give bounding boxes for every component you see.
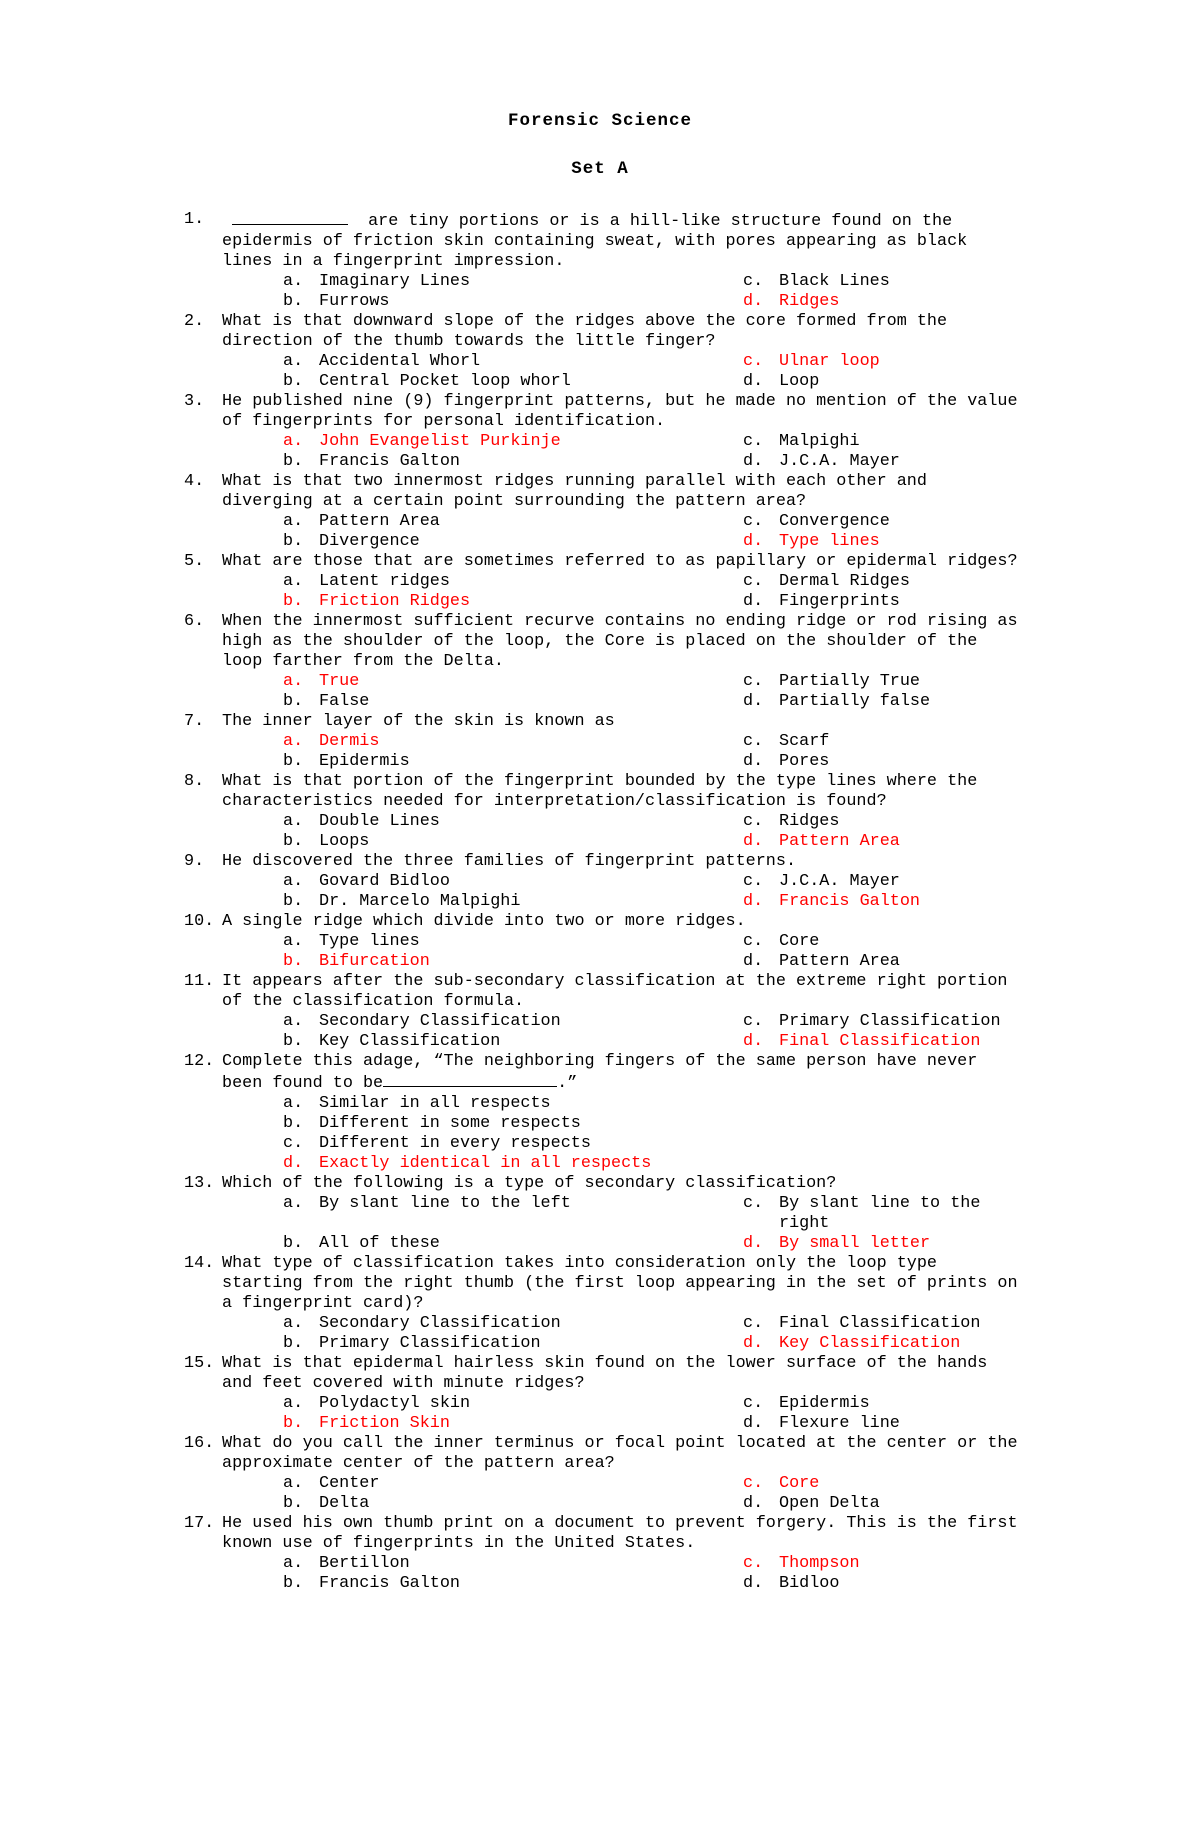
- choice-letter: a.: [283, 812, 304, 831]
- choice-text: Convergence: [779, 512, 890, 531]
- choice-text: Polydactyl skin: [319, 1394, 471, 1413]
- question-stem: It appears after the sub-secondary classification at the extreme right portion of the classification formula.: [222, 972, 1008, 1011]
- choice-letter: a.: [283, 932, 304, 951]
- choice: [283, 1494, 743, 1514]
- question-number: 10.: [184, 912, 215, 931]
- choice-text: Type lines: [319, 932, 420, 951]
- choices: [283, 1094, 1024, 1174]
- choice: [283, 1012, 743, 1032]
- choice-text: False: [319, 692, 370, 711]
- question-stem: What type of classification takes into consideration only the loop type starting from the right thumb (the first loop appearing in the set of prints on a fingerprint card)?: [222, 1254, 1018, 1313]
- correct-choice: [283, 592, 743, 612]
- choice-letter: c.: [743, 432, 764, 451]
- choice-text: Govard Bidloo: [319, 872, 450, 891]
- choice-letter: a.: [283, 572, 304, 591]
- correct-choice: [743, 352, 1003, 372]
- choice-letter: b.: [283, 1574, 304, 1593]
- choice-letter: d.: [743, 1334, 764, 1353]
- correct-choice: [743, 1554, 1003, 1574]
- choice-text: Key Classification: [319, 1032, 501, 1051]
- choice-text: Exactly identical in all respects: [319, 1154, 652, 1173]
- choices: [283, 352, 1024, 392]
- choice-letter: b.: [283, 1032, 304, 1051]
- choice: [283, 1574, 743, 1594]
- correct-choice: [743, 892, 1003, 912]
- choice-text: Secondary Classification: [319, 1012, 561, 1031]
- question-item: [184, 612, 1024, 712]
- choice-text: Bifurcation: [319, 952, 430, 971]
- choice-letter: b.: [283, 592, 304, 611]
- choice: [283, 1114, 1024, 1134]
- choice-text: Imaginary Lines: [319, 272, 471, 291]
- choice: [283, 1134, 1024, 1154]
- choice: [283, 832, 743, 852]
- choice-text: Pattern Area: [779, 832, 900, 851]
- choice-letter: c.: [743, 512, 764, 531]
- choice-text: Francis Galton: [319, 452, 460, 471]
- choice: [743, 1314, 1003, 1334]
- question-number: 12.: [184, 1052, 215, 1071]
- question-item: [184, 852, 1024, 912]
- choice-text: Partially True: [779, 672, 920, 691]
- question-item: [184, 210, 1024, 312]
- choice-text: Secondary Classification: [319, 1314, 561, 1333]
- choice-letter: c.: [743, 1554, 764, 1573]
- choice-text: Pattern Area: [319, 512, 440, 531]
- choice: [283, 512, 743, 532]
- choice-letter: d.: [743, 832, 764, 851]
- choice: [743, 672, 1003, 692]
- question-number: 5.: [184, 552, 205, 571]
- question-item: [184, 552, 1024, 612]
- choice-text: Ulnar loop: [779, 352, 880, 371]
- choice-text: Dr. Marcelo Malpighi: [319, 892, 521, 911]
- choice-letter: d.: [743, 292, 764, 311]
- choice-text: Friction Skin: [319, 1414, 450, 1433]
- choice: [743, 752, 1003, 772]
- question-item: [184, 1434, 1024, 1514]
- choice-letter: a.: [283, 352, 304, 371]
- choices: [283, 432, 1024, 472]
- choice-letter: b.: [283, 1114, 304, 1133]
- choice: [283, 272, 743, 292]
- choice-letter: d.: [743, 1574, 764, 1593]
- choice-letter: a.: [283, 1094, 304, 1113]
- choices: [283, 1394, 1024, 1434]
- choice-letter: a.: [283, 512, 304, 531]
- question-number: 13.: [184, 1174, 215, 1193]
- set-label: Set A: [571, 159, 629, 179]
- choice: [283, 372, 743, 392]
- choice-letter: d.: [743, 1414, 764, 1433]
- question-number: 1.: [184, 210, 205, 229]
- choice-letter: d.: [743, 692, 764, 711]
- choice-text: Francis Galton: [319, 1574, 460, 1593]
- choice-letter: c.: [743, 872, 764, 891]
- question-list: [184, 210, 1024, 1594]
- choice-letter: c.: [743, 932, 764, 951]
- choice-letter: a.: [283, 432, 304, 451]
- correct-choice: [283, 672, 743, 692]
- question-item: [184, 312, 1024, 392]
- question-stem: What is that epidermal hairless skin found on the lower surface of the hands and feet covered with minute ridges?: [222, 1354, 988, 1393]
- choice-letter: c.: [743, 1194, 764, 1213]
- choice-letter: b.: [283, 952, 304, 971]
- choice: [283, 1394, 743, 1414]
- choice-letter: b.: [283, 692, 304, 711]
- choice: [743, 592, 1003, 612]
- choice-text: Pattern Area: [779, 952, 900, 971]
- question-item: [184, 1254, 1024, 1354]
- question-stem: Which of the following is a type of secondary classification?: [222, 1174, 837, 1193]
- question-number: 7.: [184, 712, 205, 731]
- choice: [283, 1194, 743, 1234]
- choice-letter: d.: [283, 1154, 304, 1173]
- choice-letter: b.: [283, 292, 304, 311]
- correct-choice: [743, 1474, 1003, 1494]
- question-number: 11.: [184, 972, 215, 991]
- question-stem: What is that portion of the fingerprint bounded by the type lines where the characteristics needed for interpretation/classification is found?: [222, 772, 978, 811]
- choice-letter: c.: [743, 352, 764, 371]
- choice-text: Dermis: [319, 732, 380, 751]
- choice-letter: a.: [283, 1394, 304, 1413]
- choice-text: Key Classification: [779, 1334, 961, 1353]
- choice-letter: d.: [743, 1234, 764, 1253]
- choice-letter: b.: [283, 892, 304, 911]
- answer-blank: [383, 1072, 557, 1087]
- choice-text: Friction Ridges: [319, 592, 471, 611]
- choice-text: Open Delta: [779, 1494, 880, 1513]
- question-item: [184, 772, 1024, 852]
- choice: [283, 572, 743, 592]
- choice-text: Primary Classification: [319, 1334, 541, 1353]
- correct-choice: [743, 292, 1003, 312]
- choice-text: Dermal Ridges: [779, 572, 910, 591]
- choice-letter: d.: [743, 1494, 764, 1513]
- correct-choice: [743, 1032, 1003, 1052]
- question-stem: He discovered the three families of fingerprint patterns.: [222, 852, 797, 871]
- question-stem: He used his own thumb print on a document to prevent forgery. This is the first known use of fingerprints in the United States.: [222, 1514, 1018, 1553]
- correct-choice: [743, 1334, 1003, 1354]
- choice-text: True: [319, 672, 360, 691]
- choice-text: Latent ridges: [319, 572, 450, 591]
- choice-text: Final Classification: [779, 1032, 981, 1051]
- choice-text: Loops: [319, 832, 370, 851]
- choice-letter: b.: [283, 752, 304, 771]
- choice-text: Epidermis: [779, 1394, 870, 1413]
- choice-letter: b.: [283, 832, 304, 851]
- choice-letter: d.: [743, 1032, 764, 1051]
- choice: [283, 692, 743, 712]
- choice-text: Black Lines: [779, 272, 890, 291]
- question-number: 14.: [184, 1254, 215, 1273]
- choice-text: Primary Classification: [779, 1012, 1001, 1031]
- choice-letter: b.: [283, 532, 304, 551]
- choice: [743, 952, 1003, 972]
- choice-text: All of these: [319, 1234, 440, 1253]
- correct-choice: [283, 732, 743, 752]
- choice: [283, 892, 743, 912]
- choices: [283, 1194, 1024, 1254]
- choice-letter: b.: [283, 1234, 304, 1253]
- question-item: [184, 392, 1024, 472]
- answer-blank: [232, 210, 348, 225]
- choice-letter: b.: [283, 372, 304, 391]
- choice-letter: c.: [743, 572, 764, 591]
- choice: [283, 1234, 743, 1254]
- choice-letter: a.: [283, 672, 304, 691]
- choice: [743, 372, 1003, 392]
- choice-text: Partially false: [779, 692, 931, 711]
- choice-text: Epidermis: [319, 752, 410, 771]
- choice-text: Ridges: [779, 812, 840, 831]
- choice: [283, 532, 743, 552]
- question-item: [184, 1174, 1024, 1254]
- question-stem: are tiny portions or is a hill-like structure found on the epidermis of friction skin containing sweat, with pores appearing as black lines in a fingerprint impression.: [222, 212, 968, 271]
- choice-letter: d.: [743, 752, 764, 771]
- choice-text: Loop: [779, 372, 820, 391]
- choice-text: Pores: [779, 752, 830, 771]
- choice: [283, 1474, 743, 1494]
- question-item: [184, 472, 1024, 552]
- choice-letter: d.: [743, 452, 764, 471]
- choice-text: Furrows: [319, 292, 390, 311]
- choice-text: Final Classification: [779, 1314, 981, 1333]
- correct-choice: [743, 532, 1003, 552]
- choice: [743, 512, 1003, 532]
- choice-letter: b.: [283, 452, 304, 471]
- choices: [283, 512, 1024, 552]
- choice: [743, 732, 1003, 752]
- question-number: 17.: [184, 1514, 215, 1533]
- question-stem: What are those that are sometimes referred to as papillary or epidermal ridges?: [222, 552, 1018, 571]
- choice-letter: c.: [283, 1134, 304, 1153]
- choice-letter: c.: [743, 1012, 764, 1031]
- choice: [283, 352, 743, 372]
- correct-choice: [283, 952, 743, 972]
- choice-letter: d.: [743, 952, 764, 971]
- choice-text: Scarf: [779, 732, 830, 751]
- choice-letter: c.: [743, 672, 764, 691]
- question-stem: When the innermost sufficient recurve contains no ending ridge or rod rising as high as the shoulder of the loop, the Core is placed on the shoulder of the loop farther from the Delta.: [222, 612, 1018, 671]
- choice: [283, 292, 743, 312]
- choice: [283, 1314, 743, 1334]
- choices: [283, 1314, 1024, 1354]
- choice-text: Core: [779, 932, 820, 951]
- correct-choice: [283, 1154, 1024, 1174]
- question-number: 6.: [184, 612, 205, 631]
- choice-text: J.C.A. Mayer: [779, 872, 900, 891]
- choice: [283, 1554, 743, 1574]
- choice-text: Bertillon: [319, 1554, 410, 1573]
- choice-letter: c.: [743, 732, 764, 751]
- choice: [743, 812, 1003, 832]
- question-number: 16.: [184, 1434, 215, 1453]
- question-number: 8.: [184, 772, 205, 791]
- choice-letter: a.: [283, 1554, 304, 1573]
- choice: [743, 432, 1003, 452]
- choice: [743, 272, 1003, 292]
- choice-letter: b.: [283, 1414, 304, 1433]
- choice: [283, 1094, 1024, 1114]
- question-number: 15.: [184, 1354, 215, 1373]
- choice: [283, 752, 743, 772]
- choice-text: By small letter: [779, 1234, 931, 1253]
- choices: [283, 1554, 1024, 1594]
- question-stem: What do you call the inner terminus or focal point located at the center or the approximate center of the pattern area?: [222, 1434, 1018, 1473]
- choice-text: Ridges: [779, 292, 840, 311]
- choice-text: By slant line to the right: [779, 1194, 981, 1233]
- choice-text: Type lines: [779, 532, 880, 551]
- choices: [283, 1474, 1024, 1514]
- choice-letter: c.: [743, 1314, 764, 1333]
- choice-text: Bidloo: [779, 1574, 840, 1593]
- choice: [743, 452, 1003, 472]
- choice-text: Flexure line: [779, 1414, 900, 1433]
- choice: [743, 872, 1003, 892]
- question-number: 4.: [184, 472, 205, 491]
- choice-text: Accidental Whorl: [319, 352, 481, 371]
- choice-text: J.C.A. Mayer: [779, 452, 900, 471]
- question-stem: He published nine (9) fingerprint patterns, but he made no mention of the value of fingerprints for personal identification.: [222, 392, 1018, 431]
- correct-choice: [283, 1414, 743, 1434]
- choice-text: Core: [779, 1474, 820, 1493]
- choice-text: Malpighi: [779, 432, 860, 451]
- question-stem: A single ridge which divide into two or more ridges.: [222, 912, 746, 931]
- choice: [743, 1414, 1003, 1434]
- correct-choice: [283, 432, 743, 452]
- choice-text: Francis Galton: [779, 892, 920, 911]
- question-number: 9.: [184, 852, 205, 871]
- choices: [283, 812, 1024, 852]
- choice: [283, 932, 743, 952]
- choice: [283, 1334, 743, 1354]
- question-stem: The inner layer of the skin is known as: [222, 712, 615, 731]
- choice: [743, 1012, 1003, 1032]
- choice-letter: a.: [283, 1012, 304, 1031]
- choice-text: Thompson: [779, 1554, 860, 1573]
- choice: [283, 872, 743, 892]
- choice-text: Central Pocket loop whorl: [319, 372, 571, 391]
- choice-text: Center: [319, 1474, 380, 1493]
- choice-text: Divergence: [319, 532, 420, 551]
- choices: [283, 732, 1024, 772]
- question-item: [184, 712, 1024, 772]
- choice-text: By slant line to the left: [319, 1194, 571, 1213]
- correct-choice: [743, 832, 1003, 852]
- choice-letter: a.: [283, 872, 304, 891]
- question-item: [184, 1354, 1024, 1434]
- choice-text: Different in every respects: [319, 1134, 591, 1153]
- question-stem: What is that two innermost ridges running parallel with each other and diverging at a certain point surrounding the pattern area?: [222, 472, 927, 511]
- choice: [743, 1494, 1003, 1514]
- correct-choice: [743, 1234, 1003, 1254]
- choices: [283, 872, 1024, 912]
- choice-letter: c.: [743, 812, 764, 831]
- choice-letter: b.: [283, 1334, 304, 1353]
- choice: [743, 932, 1003, 952]
- choices: [283, 272, 1024, 312]
- page-title: Forensic Science: [507, 111, 693, 131]
- choices: [283, 572, 1024, 612]
- choice: [743, 692, 1003, 712]
- choice-letter: a.: [283, 1474, 304, 1493]
- choice: [743, 1394, 1003, 1414]
- choice-text: Double Lines: [319, 812, 440, 831]
- choice-letter: c.: [743, 272, 764, 291]
- choice-text: Similar in all respects: [319, 1094, 551, 1113]
- choices: [283, 672, 1024, 712]
- choice: [283, 812, 743, 832]
- choice-letter: a.: [283, 1314, 304, 1333]
- question-item: [184, 1052, 1024, 1174]
- choice-letter: c.: [743, 1474, 764, 1493]
- choice: [743, 1574, 1003, 1594]
- question-item: [184, 912, 1024, 972]
- choices: [283, 932, 1024, 972]
- choice-letter: a.: [283, 732, 304, 751]
- choice-letter: d.: [743, 372, 764, 391]
- choice-letter: d.: [743, 892, 764, 911]
- choice-letter: d.: [743, 532, 764, 551]
- choice: [743, 572, 1003, 592]
- choice-letter: a.: [283, 272, 304, 291]
- choice-text: Delta: [319, 1494, 370, 1513]
- choice-text: Fingerprints: [779, 592, 900, 611]
- choice-letter: b.: [283, 1494, 304, 1513]
- choices: [283, 1012, 1024, 1052]
- choice-letter: d.: [743, 592, 764, 611]
- choice: [743, 1194, 1003, 1234]
- choice-text: John Evangelist Purkinje: [319, 432, 561, 451]
- question-stem: What is that downward slope of the ridges above the core formed from the direction of the thumb towards the little finger?: [222, 312, 948, 351]
- question-number: 3.: [184, 392, 205, 411]
- choice: [283, 1032, 743, 1052]
- question-item: [184, 1514, 1024, 1594]
- question-item: [184, 972, 1024, 1052]
- choice-text: Different in some respects: [319, 1114, 581, 1133]
- choice-letter: a.: [283, 1194, 304, 1213]
- question-stem: Complete this adage, “The neighboring fingers of the same person have never been found to be .”: [222, 1052, 978, 1093]
- choice: [283, 452, 743, 472]
- choice-letter: c.: [743, 1394, 764, 1413]
- question-number: 2.: [184, 312, 205, 331]
